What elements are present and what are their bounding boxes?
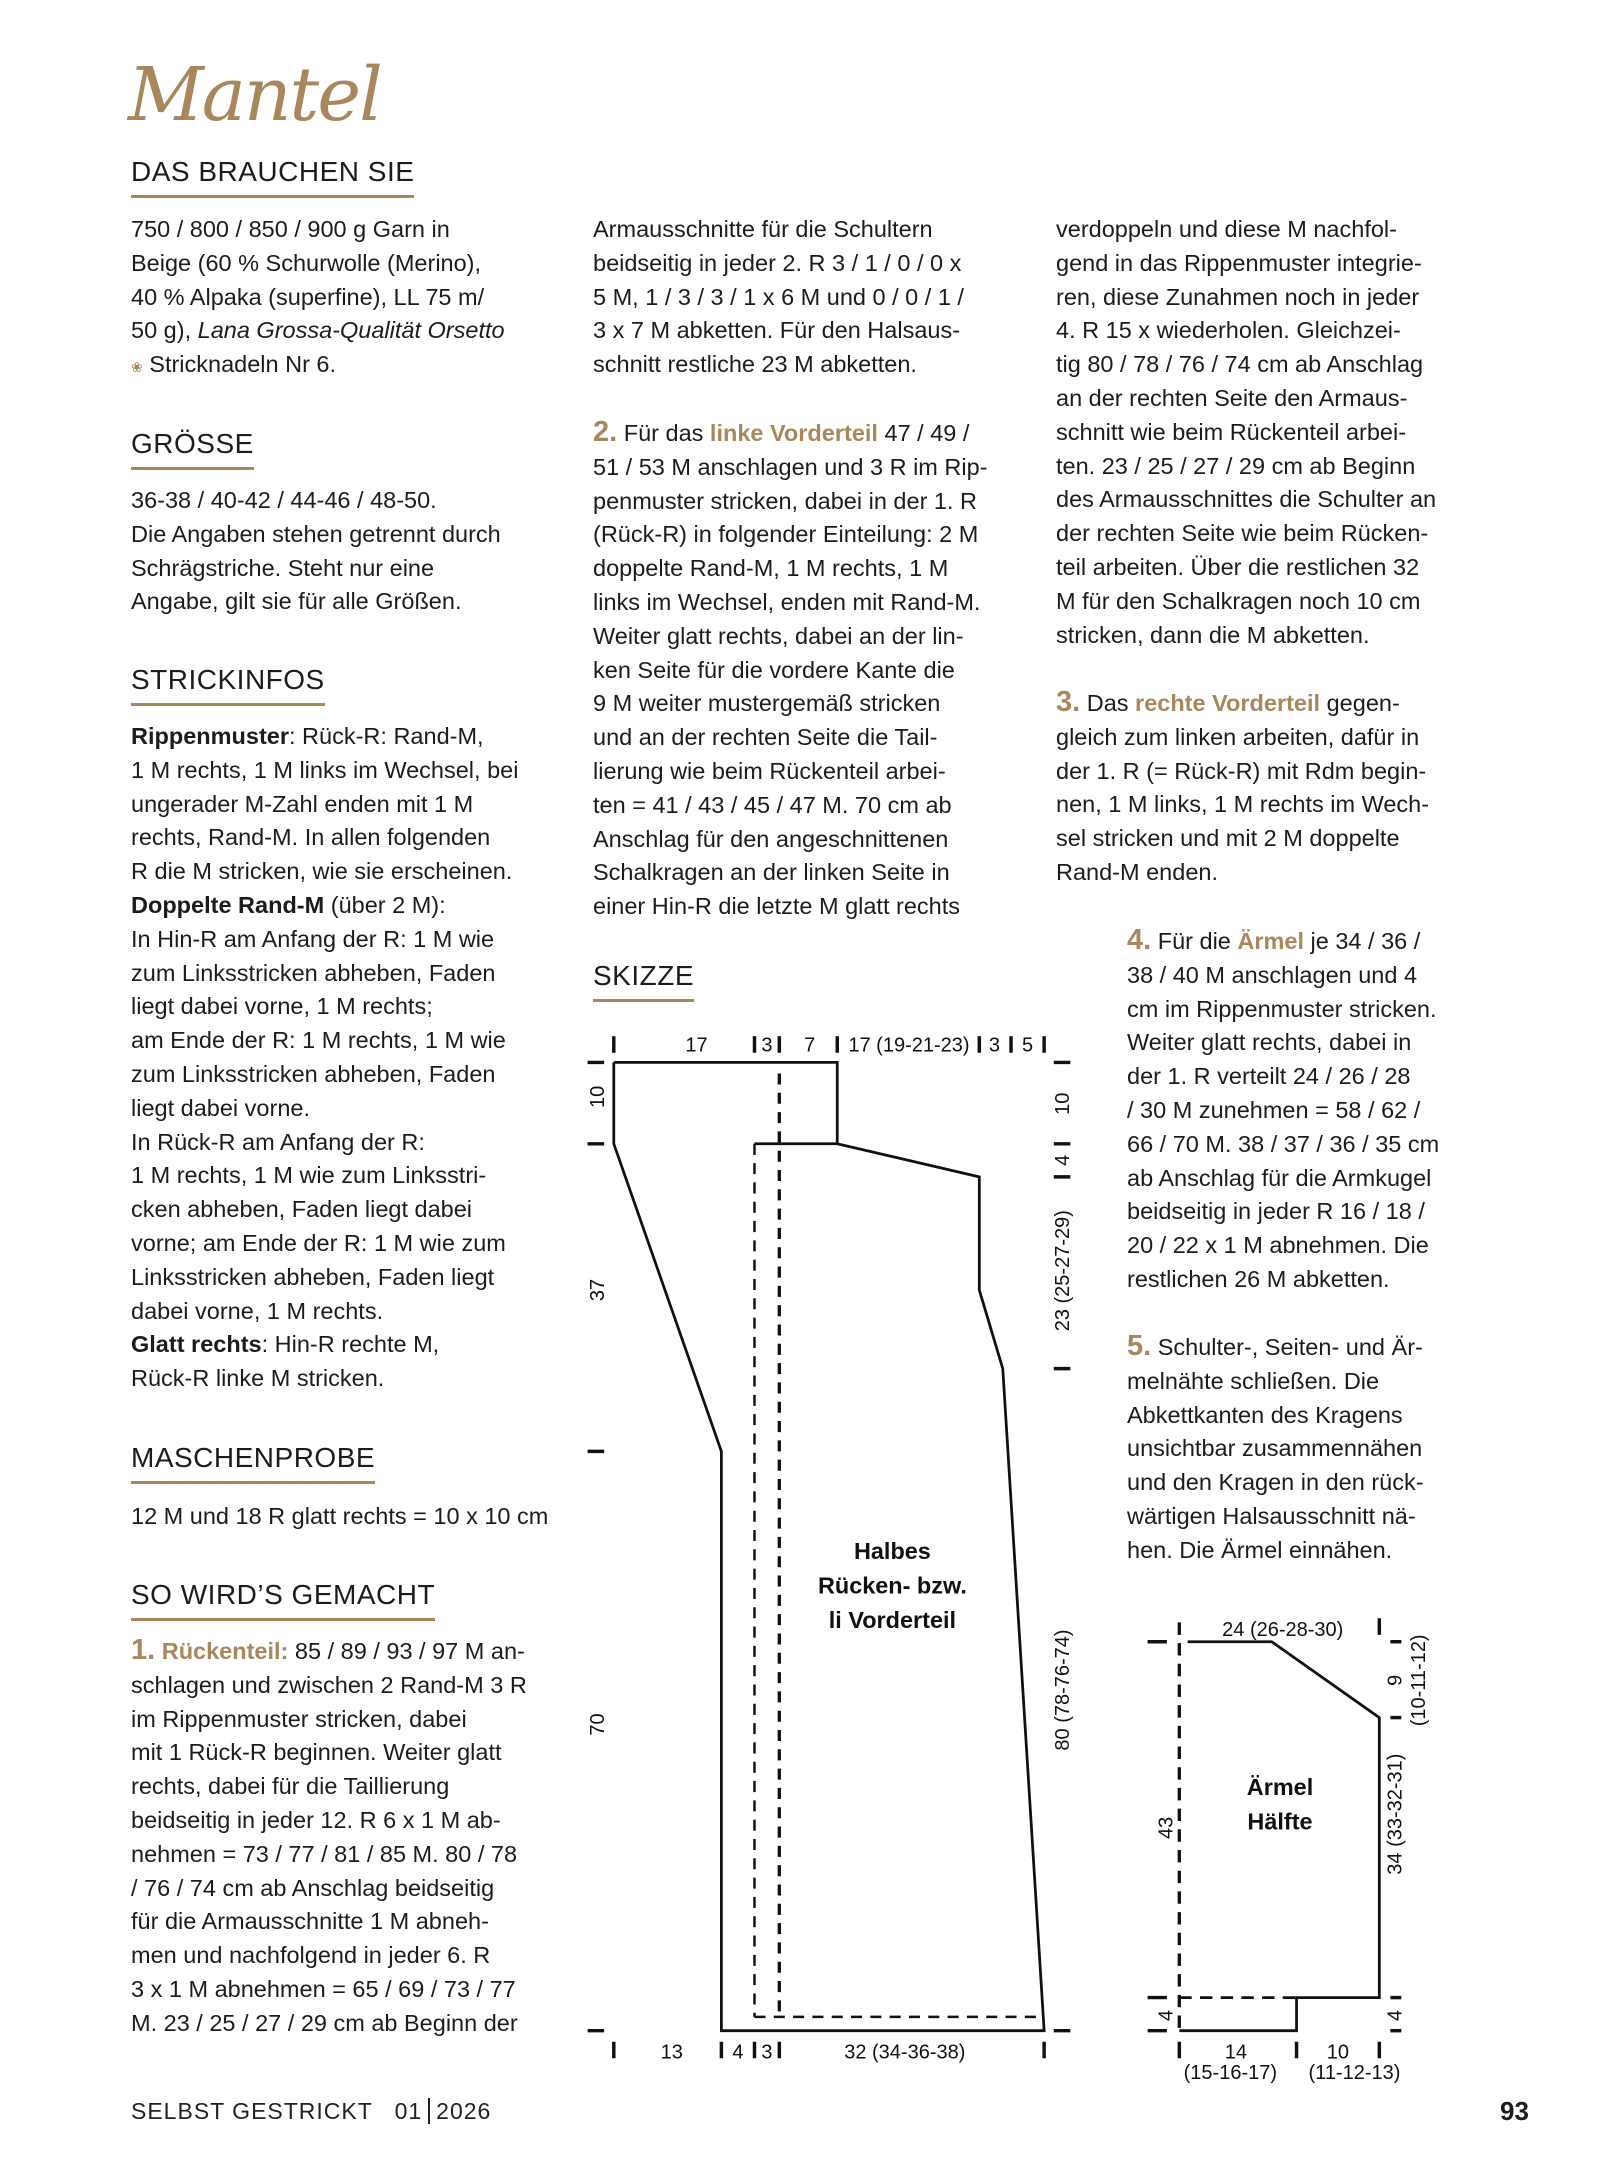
body-top-label: 3	[761, 1034, 773, 1057]
step-2-continued	[1056, 213, 1436, 652]
bold-term: Doppelte Rand-M	[131, 891, 325, 918]
yarn-name: Lana Grossa-Qualität Orsetto	[197, 317, 505, 344]
body-right-label: 4	[1051, 1154, 1074, 1166]
text-run: Für die	[1151, 928, 1238, 954]
body-right-label: 80 (78-76-74)	[1051, 1629, 1074, 1751]
sleeve-piece-outline	[1179, 1622, 1379, 2030]
heading-gauge: MASCHENPROBE	[131, 1441, 375, 1484]
needle-icon: ❀	[131, 359, 143, 376]
body-top-label: 7	[804, 1034, 816, 1057]
body-bottom-label: 32 (34-36-38)	[844, 2041, 966, 2064]
text-run: 750 / 800 / 850 / 900 g Garn in Beige (60 % Schurwolle (Merino), 40 % Alpaka (superfine), LL 75 m/ 50 g),	[131, 216, 485, 344]
step-number: 2.	[593, 416, 618, 448]
body-top-label: 3	[988, 1034, 1001, 1057]
text-run: je 34 / 36 / 38 / 40 M anschlagen und 4 cm im Rippenmuster stricken. Weiter glatt rechts, dabei in der 1. R verteilt 24 / 26 / 28 / 30 M zunehmen = 58 / 62 / 66 / 70 M. 38 / 37 / 36 / 35 cm ab Anschlag für die Armkugel beidseitig in jeder R 16 / 18 / 20 / 22 x 1 M abnehmen. Die restlichen 26 M abketten.	[1127, 928, 1440, 1292]
step-1-text	[131, 1634, 527, 2041]
text-run: 12 M und 18 R glatt rechts = 10 x 10 cm	[131, 1503, 549, 1529]
step-3-text	[1056, 686, 1429, 890]
body-right-label: 23 (25-27-29)	[1051, 1210, 1074, 1332]
text-run: : Rück-R: Rand-M, 1 M rechts, 1 M links im Wechsel, bei ungerader M-Zahl enden mit 1 M rechts, Rand-M. In allen folgenden R die M stricken, wie sie erscheinen.	[131, 723, 519, 885]
text-run: verdoppeln und diese M nachfol- gend in das Rippenmuster integrie- ren, diese Zunahmen noch in jeder 4. R 15 x wiederholen. Gleichzei- tig 80 / 78 / 76 / 74 cm ab Anschlag an der rechten Seite den Armaus- schnitt wie beim Rückenteil arbei- ten. 23 / 25 / 27 / 29 cm ab Beginn des Armausschnittes die Schulter an der rechten Seite wie beim Rücken- teil arbeiten. Über die restlichen 32 M für den Schalkragen noch 10 cm stricken, dann die M abketten.	[1056, 216, 1437, 648]
text-run: Für das	[617, 420, 710, 446]
footer-magazine	[131, 2098, 491, 2125]
text-run: Schulter-, Seiten- und Är- melnähte schließen. Die Abkettkanten des Kragens unsichtbar zusammennähen und den Kragen in den rück- wärtigen Halsausschnitt nä- hen. Die Ärmel einnähen.	[1127, 1334, 1424, 1563]
sleeve-bottom-label: 10	[1326, 2041, 1350, 2064]
heading-sketch: SKIZZE	[593, 959, 694, 1002]
heading-knitting-info: STRICKINFOS	[131, 663, 325, 706]
sleeve-bottom-label: 14	[1224, 2041, 1247, 2064]
sleeve-right-label: (10-11-12)	[1407, 1634, 1430, 1727]
gauge-text	[131, 1500, 548, 1534]
heading-instructions: SO WIRD’S GEMACHT	[131, 1578, 435, 1621]
step-number: 3.	[1056, 686, 1081, 718]
pattern-title: Mantel	[128, 52, 381, 138]
sleeve-right-label: 34 (33-32-31)	[1384, 1753, 1407, 1875]
body-bottom-label: 13	[660, 2041, 683, 2064]
body-left-label: 10	[587, 1085, 610, 1109]
step-number: 5.	[1127, 1330, 1152, 1362]
text-run: Armausschnitte für die Schultern beidseitig in jeder 2. R 3 / 1 / 0 / 0 x 5 M, 1 / 3 / 3 / 1 x 6 M und 0 / 0 / 1 / 3 x 7 M abketten. Für den Halsaus- schnitt restliche 23 M abketten.	[593, 216, 964, 378]
sleeve-right-label: 9	[1384, 1674, 1407, 1686]
magazine-name: SELBST GESTRICKT	[131, 2098, 373, 2124]
sleeve-bottom-label: (15-16-17)	[1183, 2061, 1278, 2084]
sleeve-caption: Ärmel	[1246, 1773, 1314, 1800]
step-4-text	[1127, 924, 1439, 1297]
sleeve-left-label: 4	[1155, 2009, 1178, 2022]
body-left-label: 70	[587, 1713, 610, 1736]
heading-materials: DAS BRAUCHEN SIE	[131, 155, 414, 198]
body-measure-ticks	[588, 1036, 1071, 2058]
body-top-label: 5	[1022, 1034, 1034, 1057]
body-caption: Halbes	[853, 1537, 931, 1564]
body-piece-outline	[614, 1062, 1044, 2030]
materials-text	[131, 213, 505, 385]
body-top-label: 17	[685, 1034, 708, 1057]
step-number: 1.	[131, 1634, 156, 1666]
step-2-text	[593, 416, 988, 924]
sleeve-right-label: 4	[1384, 2009, 1407, 2022]
highlighted-term: Rückenteil:	[155, 1638, 289, 1664]
text-run: : Hin-R rechte M, Rück-R linke M stricken.	[131, 1331, 440, 1392]
heading-size: GRÖSSE	[131, 427, 254, 470]
sleeve-top-label: 24 (26-28-30)	[1222, 1619, 1344, 1642]
divider	[428, 2098, 430, 2124]
body-top-label: 17 (19-21-23)	[848, 1034, 970, 1057]
text-run: 85 / 89 / 93 / 97 M an- schlagen und zwischen 2 Rand-M 3 R im Rippenmuster stricken, dabei mit 1 Rück-R beginnen. Weiter glatt rechts, dabei für die Taillierung beidseitig in jeder 12. R 6 x 1 M ab- nehmen = 73 / 77 / 81 / 85 M. 80 / 78 / 76 / 74 cm ab Anschlag beidseitig für die Armausschnitte 1 M abneh- men und nachfolgend in jeder 6. R 3 x 1 M abnehmen = 65 / 69 / 73 / 77 M. 23 / 25 / 27 / 29 cm ab Beginn der	[131, 1638, 527, 2036]
sleeve-bottom-label: (11-12-13)	[1308, 2061, 1401, 2084]
body-bottom-label: 4	[732, 2041, 744, 2064]
body-right-label: 10	[1051, 1092, 1074, 1115]
step-5-text	[1127, 1330, 1424, 1568]
text-run: gegen- gleich zum linken arbeiten, dafür in der 1. R (= Rück-R) mit Rdm begin- nen, 1 M links, 1 M rechts im Wech- sel stricken und mit 2 M doppelte Rand-M enden.	[1056, 690, 1430, 885]
knitting-info-text	[131, 720, 518, 1396]
bold-term: Glatt rechts	[131, 1331, 262, 1358]
highlighted-term: rechte Vorderteil	[1135, 690, 1321, 716]
body-caption: li Vorderteil	[828, 1606, 957, 1633]
sleeve-left-label: 43	[1155, 1816, 1178, 1840]
text-run: 36-38 / 40-42 / 44-46 / 48-50. Die Angaben stehen getrennt durch Schrägstriche. Steht nur eine Angabe, gilt sie für alle Größen.	[131, 487, 501, 615]
step-number: 4.	[1127, 924, 1152, 956]
issue-number: 01	[394, 2098, 423, 2124]
bold-term: Rippenmuster	[131, 723, 289, 749]
highlighted-term: linke Vorderteil	[709, 420, 878, 446]
sleeve-caption: Hälfte	[1247, 1808, 1313, 1835]
size-text	[131, 484, 501, 619]
highlighted-term: Ärmel	[1237, 928, 1305, 954]
body-bottom-label: 3	[761, 2041, 773, 2064]
body-caption: Rücken- bzw.	[817, 1572, 967, 1599]
page-number: 93	[1500, 2096, 1529, 2126]
sleeve-measure-ticks	[1148, 1618, 1402, 2058]
text-run: Das	[1080, 690, 1136, 716]
step-1-continued	[593, 213, 964, 382]
body-left-label: 37	[587, 1278, 610, 1302]
text-run: 47 / 49 / 51 / 53 M anschlagen und 3 R im Rip- penmuster stricken, dabei in der 1. R (Rück-R) in folgender Einteilung: 2 M doppelte Rand-M, 1 M rechts, 1 M links im Wechsel, enden mit Rand-M. Weiter glatt rechts, dabei an der lin- ken Seite für die vordere Kante die 9 M weiter mustergemäß stricken und an der rechten Seite die Tail- lierung wie beim Rückenteil arbei- ten = 41 / 43 / 45 / 47 M. 70 cm ab Anschlag für den angeschnittenen Schalkragen an der linken Seite in einer Hin-R die letzte M glatt rechts	[593, 420, 988, 920]
text-run: (über 2 M): In Hin-R am Anfang der R: 1 M wie zum Linksstricken abheben, Faden liegt dabei vorne, 1 M rechts; am Ende der R: 1 M rechts, 1 M wie zum Linksstricken abheben, Faden liegt dabei vorne. In Rück-R am Anfang der R: 1 M rechts, 1 M wie zum Linksstri- cken abheben, Faden liegt dabei vorne; am Ende der R: 1 M wie zum Linksstricken abheben, Faden liegt dabei vorne, 1 M rechts.	[131, 891, 506, 1324]
issue-year: 2026	[436, 2098, 492, 2124]
text-run: Stricknadeln Nr 6.	[142, 351, 337, 378]
